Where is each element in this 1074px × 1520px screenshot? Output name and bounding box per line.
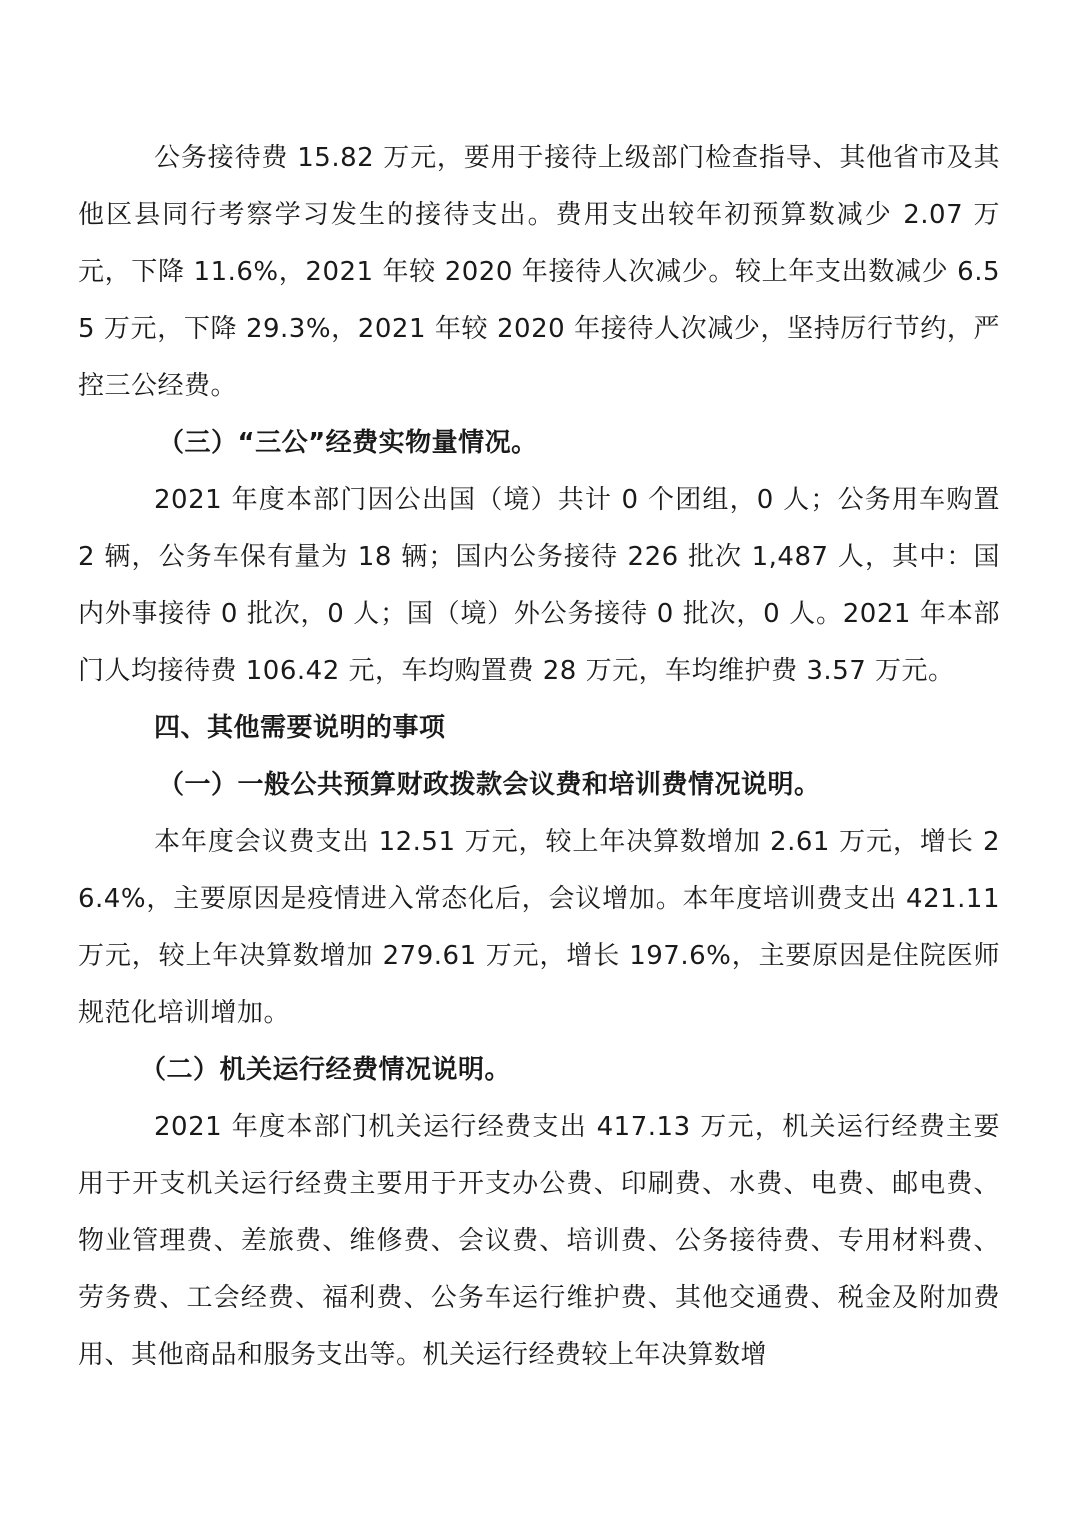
- paragraph-three-public-physical: 2021 年度本部门因公出国（境）共计 0 个团组，0 人；公务用车购置 2 辆，公务车保有量为 18 辆；国内公务接待 226 批次 1,487 人，其中：国内外事接待 0 批次，0 人；国（境）外公务接待 0 批次，0 人。2021 年本部门人均接待费 106.42 元，车均购置费 28 万元，车均维护费 3.57 万元。: [78, 485, 1000, 686]
- heading-meeting-training: （一）一般公共预算财政拨款会议费和培训费情况说明。: [158, 770, 821, 800]
- heading-operating-expenses: （二）机关运行经费情况说明。: [140, 1055, 512, 1085]
- paragraph-reception-expenses: 公务接待费 15.82 万元，要用于接待上级部门检查指导、其他省市及其他区县同行考察学习发生的接待支出。费用支出较年初预算数减少 2.07 万元，下降 11.6%，2021 年较 2020 年接待人次减少。较上年支出数减少 6.55 万元，下降 29.3%，2021 年较 2020 年接待人次减少，坚持厉行节约，严控三公经费。: [78, 143, 1000, 401]
- document-page: [78, 130, 1000, 1384]
- heading-other-matters: 四、其他需要说明的事项: [154, 713, 446, 743]
- paragraph-operating-expenses: 2021 年度本部门机关运行经费支出 417.13 万元，机关运行经费主要用于开支机关运行经费主要用于开支办公费、印刷费、水费、电费、邮电费、物业管理费、差旅费、维修费、会议费、培训费、公务接待费、专用材料费、劳务费、工会经费、福利费、公务车运行维护费、其他交通费、税金及附加费用、其他商品和服务支出等。机关运行经费较上年决算数增: [78, 1112, 1000, 1370]
- paragraph-meeting-training: 本年度会议费支出 12.51 万元，较上年决算数增加 2.61 万元，增长 26.4%，主要原因是疫情进入常态化后，会议增加。本年度培训费支出 421.11 万元，较上年决算数增加 279.61 万元，增长 197.6%，主要原因是住院医师规范化培训增加。: [78, 827, 1000, 1028]
- heading-three-public-physical: （三）“三公”经费实物量情况。: [158, 428, 538, 458]
